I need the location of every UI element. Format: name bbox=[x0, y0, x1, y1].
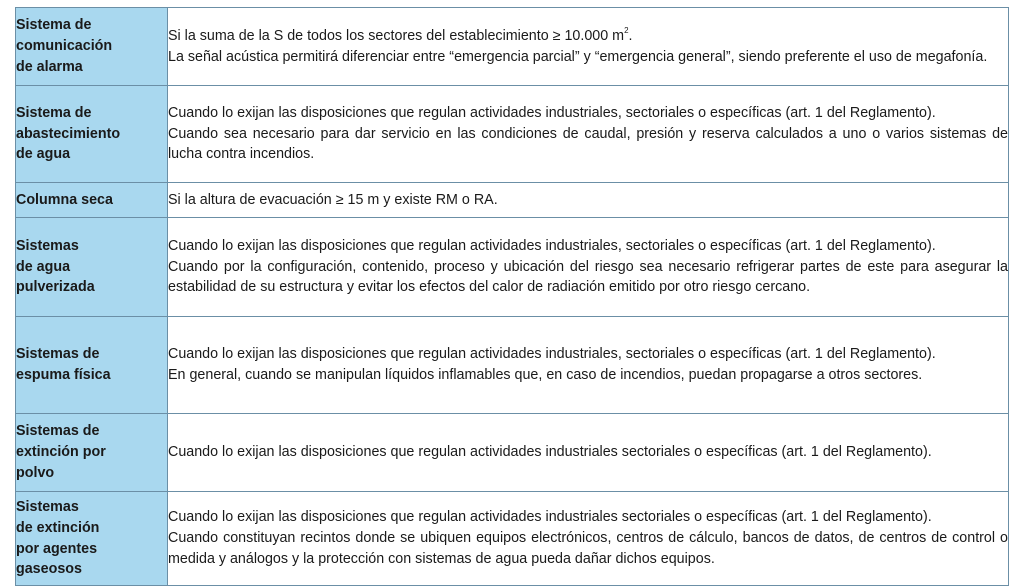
requirement-paragraph: En general, cuando se manipulan líquidos inflamables que, en caso de incendios, puedan propagarse a otros sectores. bbox=[168, 367, 923, 383]
system-label: Columna seca bbox=[16, 183, 168, 218]
system-label: Sistemas de agua pulverizada bbox=[16, 218, 168, 317]
table-row bbox=[16, 8, 1009, 86]
system-requirement bbox=[168, 317, 1009, 414]
system-requirement bbox=[168, 183, 1009, 218]
table-row bbox=[16, 492, 1009, 586]
system-label: Sistema de comunicación de alarma bbox=[16, 8, 168, 86]
table-row bbox=[16, 317, 1009, 414]
table-row bbox=[16, 414, 1009, 492]
system-label: Sistemas de extinción por agentes gaseosos bbox=[16, 492, 168, 586]
requirement-paragraph: Cuando sea necesario para dar servicio en las condiciones de caudal, presión y reserva calculados a uno o varios sistemas de lucha contra incendios. bbox=[168, 125, 1008, 163]
requirement-paragraph: Cuando lo exijan las disposiciones que regulan actividades industriales, sectoriales o específicas (art. 1 del Reglamento). bbox=[168, 237, 936, 254]
requirement-paragraph: Cuando por la configuración, contenido, proceso y ubicación del riesgo sea necesario refrigerar partes de este para asegurar la estabilidad de su estructura y evitar los efectos del calor de radiación emitido por otro riesgo cercano. bbox=[168, 258, 1008, 296]
requirement-paragraph: Cuando constituyan recintos donde se ubiquen equipos electrónicos, centros de cálculo, bancos de datos, de centros de control o medida y análogos y la protección con sistemas de agua pueda dañar dichos equipos. bbox=[168, 530, 1008, 567]
fire-protection-requirements-table bbox=[15, 7, 1009, 586]
requirement-paragraph: Cuando lo exijan las disposiciones que regulan actividades industriales, sectoriales o específicas (art. 1 del Reglamento). bbox=[168, 104, 936, 121]
requirement-paragraph: Cuando lo exijan las disposiciones que regulan actividades industriales sectoriales o específicas (art. 1 del Reglamento). bbox=[168, 444, 932, 461]
table-row bbox=[16, 86, 1009, 183]
system-requirement bbox=[168, 414, 1009, 492]
superscript: 2 bbox=[624, 25, 629, 35]
system-requirement bbox=[168, 8, 1009, 86]
system-label: Sistema de abastecimiento de agua bbox=[16, 86, 168, 183]
system-label: Sistemas de espuma física bbox=[16, 317, 168, 414]
requirement-paragraph: Cuando lo exijan las disposiciones que regulan actividades industriales sectoriales o específicas (art. 1 del Reglamento). bbox=[168, 509, 932, 526]
table-row bbox=[16, 218, 1009, 317]
system-label: Sistemas de extinción por polvo bbox=[16, 414, 168, 492]
requirement-paragraph: La señal acústica permitirá diferenciar entre “emergencia parcial” y “emergencia general”, siendo preferente el uso de megafonía. bbox=[168, 48, 988, 65]
requirement-paragraph: Si la altura de evacuación ≥ 15 m y existe RM o RA. bbox=[168, 191, 498, 208]
system-requirement bbox=[168, 218, 1009, 317]
requirement-paragraph: Si la suma de la S de todos los sectores del establecimiento ≥ 10.000 $m^2$. bbox=[168, 25, 633, 44]
table-row bbox=[16, 183, 1009, 218]
system-requirement bbox=[168, 86, 1009, 183]
system-requirement bbox=[168, 492, 1009, 586]
requirement-paragraph: Cuando lo exijan las disposiciones que regulan actividades industriales, sectoriales o específicas (art. 1 del Reglamento). bbox=[168, 346, 936, 363]
